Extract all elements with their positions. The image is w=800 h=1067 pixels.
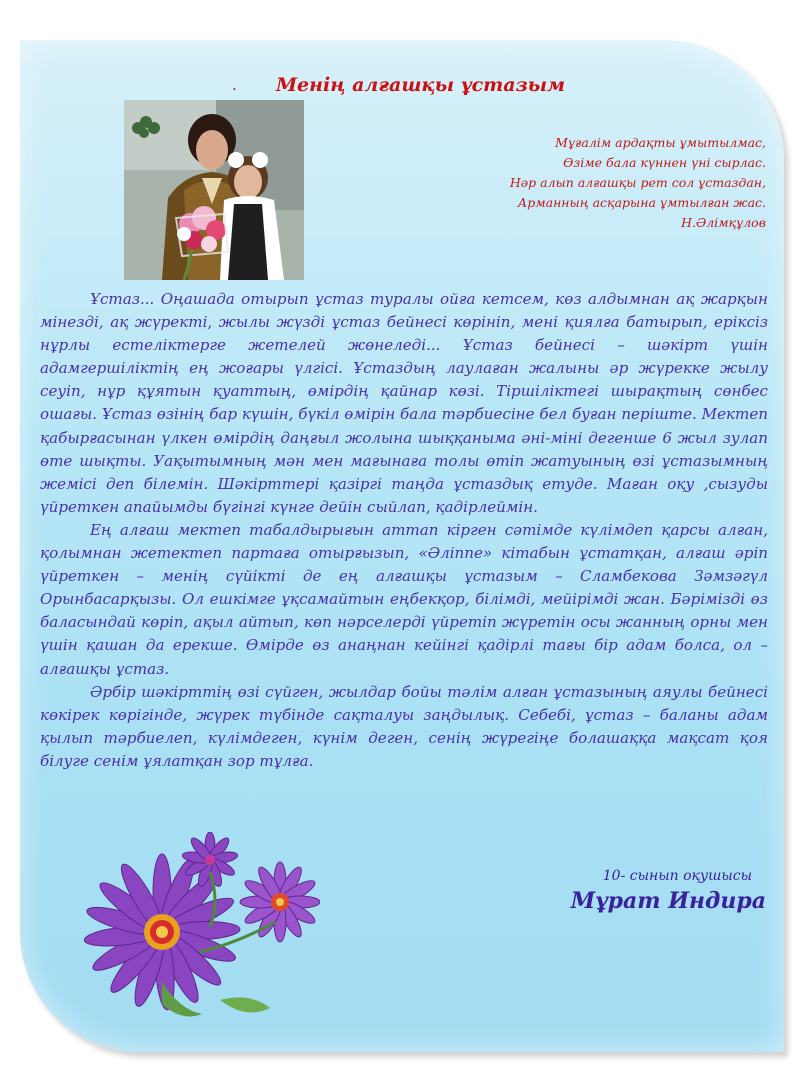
student-name: Мұрат Индира (570, 888, 766, 914)
signature-block (571, 868, 766, 914)
essay-paragraph: Ұстаз... Оңашада отырып ұстаз туралы ойға кетсем, көз алдымнан ақ жарқын мінезді, ақ жүректі, жылы жүзді ұстаз бейнесі көрініп, мені қиялға батырып, еріксіз нұрлы естеліктерге жетелей жөнеледі... Ұстаз бейнесі – шәкірт үшін адамгершіліктің ең жоғары үлгісі. Ұстаздың лаулаған жалыны әр жүрекке жылу сеуіп, нұр құятын қуаттың, өмірдің қайнар көзі. Тіршіліктегі шырақтың сөнбес ошағы. Ұстаз өзінің бар күшін, бүкіл өмірін бала тәрбиесіне бел буған періште. Мектеп қабырғасынан үлкен өмірдің даңғыл жолына шыққаныма әні-міні дегенше 6 жыл зулап өте шықты. Уақытымның мән мен мағынаға толы өтіп жатуының өзі ұстазымның жемісі деп білемін. Шәкірттері қазіргі таңда ұстаздық етуде. Маған оқу ,сызуды үйреткен апайымды бүгінгі күнге дейін сыйлап, қадірлеймін. (40, 290, 768, 516)
title-dot: . (232, 76, 237, 94)
photo-illustration (124, 100, 304, 280)
poem-line: Мұғалім ардақты ұмытылмас, (555, 135, 766, 150)
essay-body (40, 288, 768, 773)
poem-author: Н.Әлімқұлов (681, 215, 766, 230)
poem-line: Өзіме бала күннен үні сырлас. (563, 155, 766, 170)
page-title: Менің алғашқы ұстазым (276, 74, 566, 96)
flower-illustration (70, 832, 320, 1032)
student-class-label: 10- сынып оқушысы (602, 868, 752, 884)
teacher-and-student-photo (124, 100, 304, 280)
purple-aster-flower-icon (70, 832, 320, 1032)
poem-line: Нәр алып алғашқы рет сол ұстаздан, (509, 175, 766, 190)
essay-paragraph: Ең алғаш мектеп табалдырығын аттап кірген сәтімде күлімдеп қарсы алған, қолымнан жетектеп партаға отырғызып, «Әліппе» кітабын ұстатқан, алғаш әріп үйреткен – менің сүйікті де ең алғашқы ұстазым – Сламбекова Зәмзәгүл Орынбасарқызы. Ол ешкімге ұқсамайтын еңбекқор, білімді, мейірімді жан. Бәрімізді өз баласындай көріп, ақыл айтып, көп нәрселерді үйретіп жүретін осы жанның орны мен үшін қашан да ерекше. Өмірде өз анаңнан кейінгі қадірлі тағы бір адам болса, ол – алғашқы ұстаз. (40, 520, 768, 678)
epigraph-poem (510, 133, 766, 233)
essay-paragraph: Әрбір шәкірттің өзі сүйген, жылдар бойы тәлім алған ұстазының аяулы бейнесі көкірек көрігінде, жүрек түбінде сақталуы заңдылық. Себебі, ұстаз – баланы адам қылып тәрбиелеп, күлімдеген, күнім деген, сенің жүрегіңе болашаққа мақсат қоя білуге сенім ұялатқан зор тұлға. (40, 682, 768, 770)
poem-line: Арманның асқарына ұмтылған жас. (517, 195, 766, 210)
